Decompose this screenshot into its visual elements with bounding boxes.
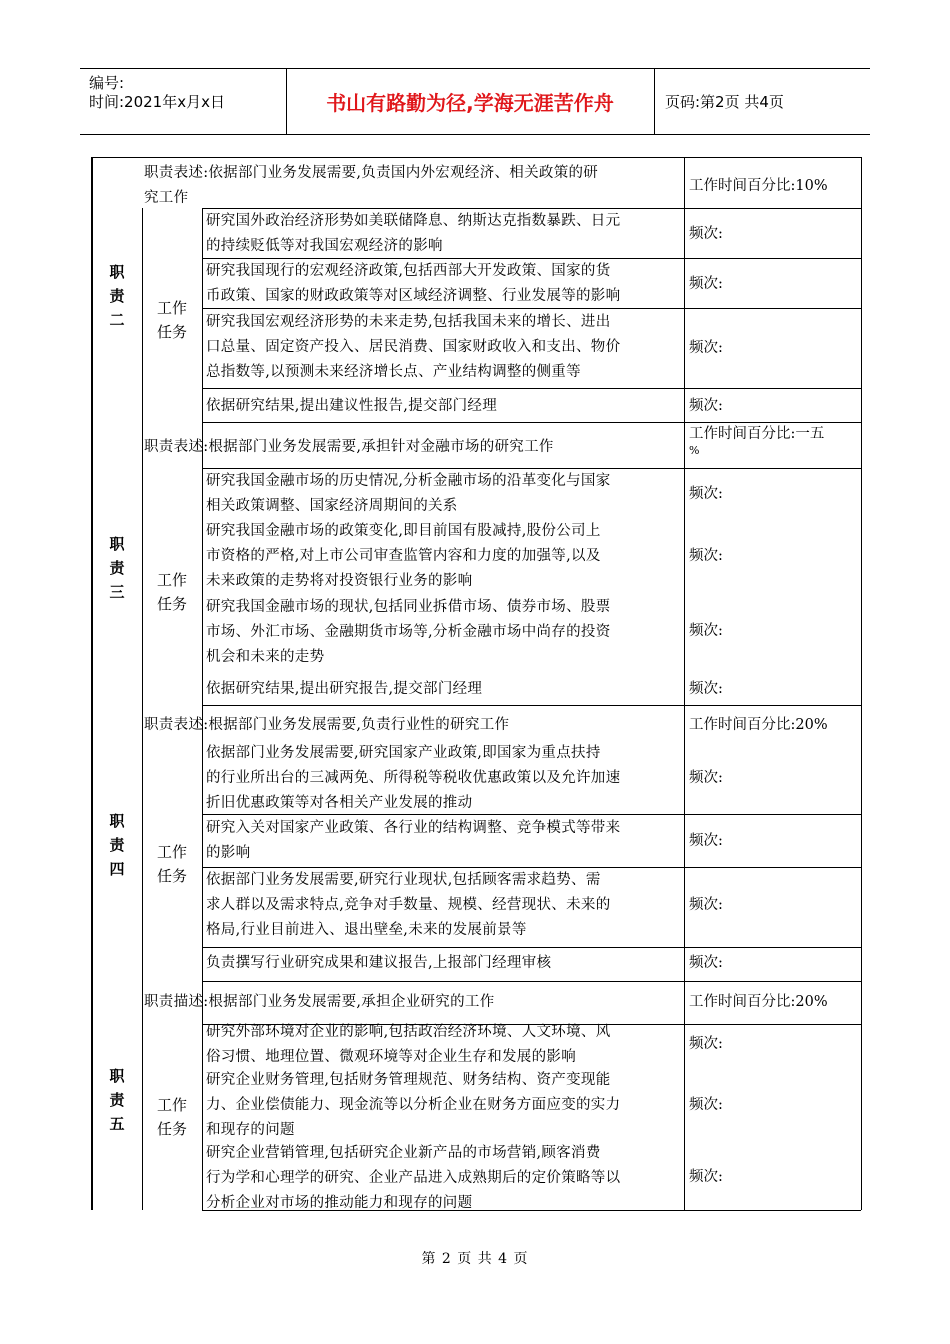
duty3-task-2: 研究我国金融市场的政策变化,即目前国有股减持,股份公司上 市资格的严格,对上市公司审查监管内容和力度的加强等,以及 未来政策的走势将对投资银行业务的影响 bbox=[206, 523, 601, 589]
duty4-task-3: 依据部门业务发展需要,研究行业现状,包括顾客需求趋势、需 求人群以及需求特点,竞争对手数量、规模、经营现状、未来的 格局,行业目前进入、退出壁垒,未来的发展前景等 bbox=[206, 872, 611, 938]
duty4-freq-1: 频次: bbox=[689, 770, 723, 786]
duty2-title: 职 责 二 bbox=[109, 263, 125, 329]
duty2-task-label: 工作 任务 bbox=[156, 299, 187, 341]
duty3-desc: 职责表述:根据部门业务发展需要,承担针对金融市场的研究工作 bbox=[144, 439, 554, 455]
duty5-freq-1: 频次: bbox=[689, 1036, 723, 1052]
duty3-freq-3: 频次: bbox=[689, 623, 723, 639]
duty4-task-4: 负责撰写行业研究成果和建议报告,上报部门经理审核 bbox=[206, 955, 552, 971]
duty4-freq-4: 频次: bbox=[689, 955, 723, 971]
header-motto: 书山有路勤为径,学海无涯苦作舟 bbox=[286, 69, 655, 134]
code-label: 编号: bbox=[89, 74, 125, 92]
duty5-task-1: 研究外部环境对企业的影响,包括政治经济环境、人文环境、风 俗习惯、地理位置、微观环境等对企业生存和发展的影响 bbox=[206, 1024, 611, 1065]
page-header bbox=[80, 68, 870, 135]
duty3-freq-2: 频次: bbox=[689, 548, 723, 564]
duty3-freq-4: 频次: bbox=[689, 681, 723, 697]
duty2-freq-1: 频次: bbox=[689, 226, 723, 242]
duty3-title: 职 责 三 bbox=[109, 535, 125, 601]
time-label: 时间:2021年x月x日 bbox=[89, 93, 225, 111]
duty2-task-4: 依据研究结果,提出建议性报告,提交部门经理 bbox=[206, 398, 498, 414]
duty5-task-2: 研究企业财务管理,包括财务管理规范、财务结构、资产变现能 力、企业偿债能力、现金流等以分析企业在财务方面应变的实力 和现存的问题 bbox=[206, 1072, 621, 1138]
header-page-label: 页码:第2页 共4页 bbox=[665, 93, 784, 111]
duty3-task-1: 研究我国金融市场的历史情况,分析金融市场的沿革变化与国家 相关政策调整、国家经济周期间的关系 bbox=[206, 473, 611, 514]
duty5-freq-3: 频次: bbox=[689, 1169, 723, 1185]
duty4-task-2: 研究入关对国家产业政策、各行业的结构调整、竞争模式等带来 的影响 bbox=[206, 820, 621, 861]
duty5-desc: 职责描述:根据部门业务发展需要,承担企业研究的工作 bbox=[144, 994, 495, 1010]
duty2-percent: 工作时间百分比:10% bbox=[689, 178, 828, 194]
duty2-task-3: 研究我国宏观经济形势的未来走势,包括我国未来的增长、进出 口总量、固定资产投入、居民消费、国家财政收入和支出、物价 总指数等,以预测未来经济增长点、产业结构调整的侧重等 bbox=[206, 314, 621, 380]
duty2-freq-3: 频次: bbox=[689, 340, 723, 356]
duty4-title: 职 责 四 bbox=[109, 812, 125, 878]
duty5-task-label: 工作 任务 bbox=[156, 1096, 187, 1138]
duty2-freq-2: 频次: bbox=[689, 276, 723, 292]
duty4-freq-2: 频次: bbox=[689, 833, 723, 849]
duty2-freq-4: 频次: bbox=[689, 398, 723, 414]
duty3-task-4: 依据研究结果,提出研究报告,提交部门经理 bbox=[206, 681, 483, 697]
duty5-freq-2: 频次: bbox=[689, 1097, 723, 1113]
duty4-task-label: 工作 任务 bbox=[156, 843, 187, 885]
duties-table bbox=[91, 157, 862, 1210]
duty4-task-1: 依据部门业务发展需要,研究国家产业政策,即国家为重点扶持 的行业所出台的三减两免、所得税等税收优惠政策以及允许加速 折旧优惠政策等对各相关产业发展的推动 bbox=[206, 745, 621, 811]
duty2-task-1: 研究国外政治经济形势如美联储降息、纳斯达克指数暴跌、日元 的持续贬低等对我国宏观经济的影响 bbox=[206, 213, 621, 254]
duty3-task-label: 工作 任务 bbox=[156, 571, 187, 613]
header-meta bbox=[80, 69, 287, 134]
page-footer: 第 2 页 共 4 页 bbox=[421, 1251, 529, 1267]
duty4-percent: 工作时间百分比:20% bbox=[689, 717, 828, 733]
duty5-title: 职 责 五 bbox=[109, 1067, 125, 1133]
duty2-desc: 职责表述:依据部门业务发展需要,负责国内外宏观经济、相关政策的研 究工作 bbox=[144, 165, 599, 206]
duty4-freq-3: 频次: bbox=[689, 897, 723, 913]
duty3-percent: 工作时间百分比:一五 % bbox=[689, 426, 825, 457]
duty4-desc: 职责表述:根据部门业务发展需要,负责行业性的研究工作 bbox=[144, 717, 510, 733]
duty5-task-3: 研究企业营销管理,包括研究企业新产品的市场营销,顾客消费 行为学和心理学的研究、企业产品进入成熟期后的定价策略等以 分析企业对市场的推动能力和现存的问题 bbox=[206, 1145, 621, 1211]
duty2-task-2: 研究我国现行的宏观经济政策,包括西部大开发政策、国家的货 币政策、国家的财政政策等对区域经济调整、行业发展等的影响 bbox=[206, 263, 621, 304]
duty5-percent: 工作时间百分比:20% bbox=[689, 994, 828, 1010]
duty3-freq-1: 频次: bbox=[689, 486, 723, 502]
duty3-task-3: 研究我国金融市场的现状,包括同业拆借市场、债券市场、股票 市场、外汇市场、金融期货市场等,分析金融市场中尚存的投资 机会和未来的走势 bbox=[206, 599, 611, 665]
